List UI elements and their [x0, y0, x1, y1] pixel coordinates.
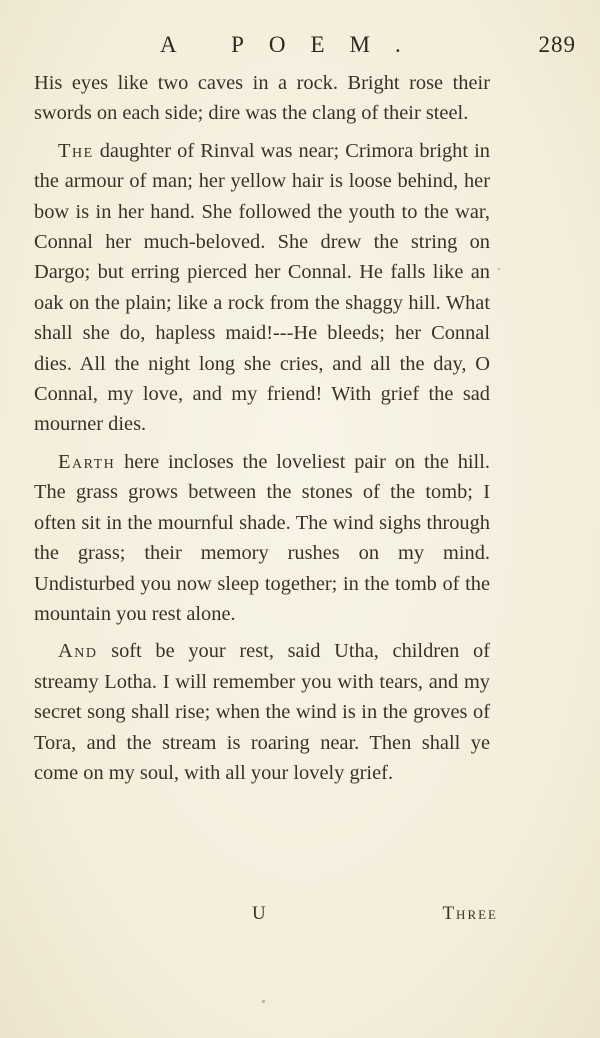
paragraph-lead: Earth: [58, 450, 116, 473]
running-head: A POEM.: [160, 32, 426, 57]
body-text: [34, 68, 490, 790]
paragraph-lead: And: [58, 640, 98, 663]
paragraph-lead: The: [58, 139, 94, 162]
page-number: 289: [538, 32, 576, 57]
paragraph-text: His eyes like two caves in a rock. Bright rose their swords on each side; dire was the clang of their steel.: [34, 72, 490, 125]
paragraph-text: here incloses the loveliest pair on the hill. The grass grows between the stones of the tomb; I often sit in the mournful shade. The wind sighs through the grass; their memory rushes on my mind. Undisturbed you now sleep together; in the tomb of the mountain you rest alone.: [34, 450, 490, 625]
paragraph: [34, 136, 490, 440]
signature-mark: U: [252, 903, 266, 924]
catchword: Three: [442, 903, 498, 924]
paragraph: [34, 447, 490, 629]
paragraph-text: daughter of Rinval was near; Crimora bright in the armour of man; her yellow hair is loose behind, her bow is in her hand. She followed the youth to the war, Connal her much-beloved. She drew the string on Dargo; but erring pierced her Connal. He falls like an oak on the plain; like a rock from the shaggy hill. What shall she do, hapless maid!---He bleeds; her Connal dies. All the night long she cries, and all the day, O Connal, my love, and my friend! With grief the sad mourner dies.: [34, 139, 490, 436]
page-header: [34, 32, 576, 62]
paragraph: [34, 636, 490, 788]
page-footer: [34, 903, 498, 931]
paragraph-text: soft be your rest, said Utha, children of streamy Lotha. I will remember you with tears, and my secret song shall rise; when the wind is in the groves of Tora, and the stream is roaring near. Then shall ye come on my soul, with all your lovely grief.: [34, 640, 490, 784]
paragraph: [34, 68, 490, 129]
paper-speck: [262, 1000, 265, 1003]
paper-speck: [498, 268, 500, 270]
